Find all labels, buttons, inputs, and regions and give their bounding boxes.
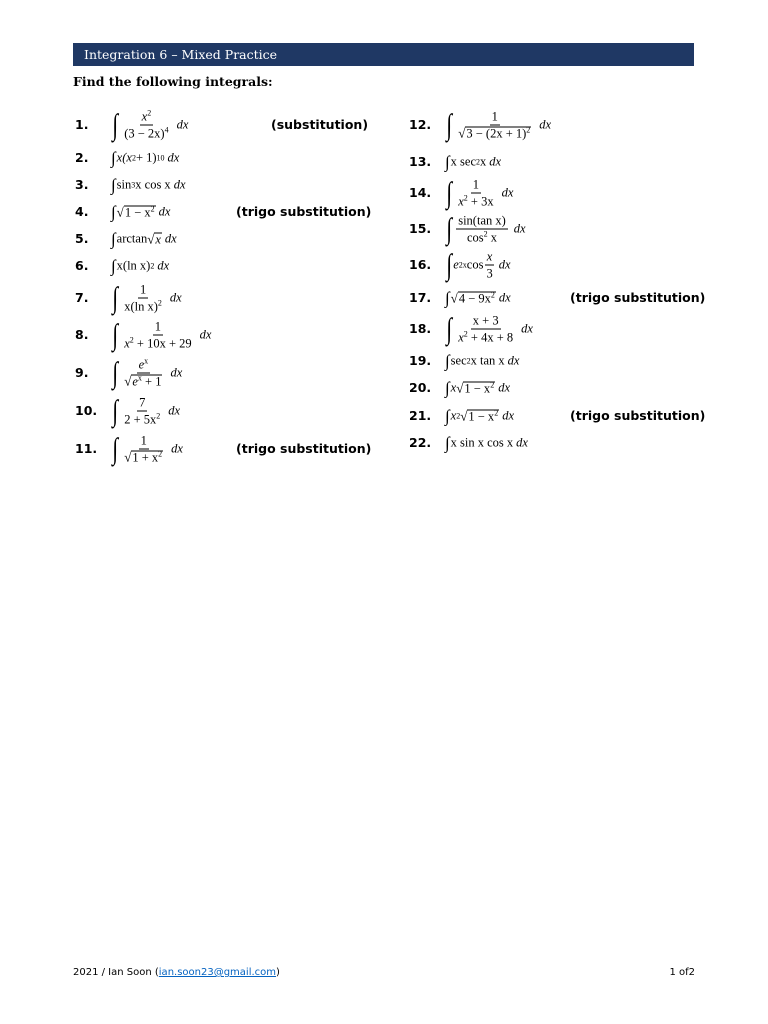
integral-expression: ∫ x(x 2 + 1) 10 dx [111, 148, 180, 168]
page-title: Integration 6 – Mixed Practice [84, 47, 278, 62]
method-note: (trigo substitution) [236, 441, 372, 456]
integral-expression: ∫ √ $4 - 9x^2$ dx [445, 288, 511, 308]
integral-expression: ∫ sec 2 x tan x dx [445, 351, 520, 371]
integral-expression: ∫ x(ln x) 2 dx [111, 256, 170, 276]
integral-expression: ∫ x 2 √ $1 - x^2$ dx [445, 406, 514, 426]
integral-expression: ∫ 1 √ $1 + x^2$ dx [112, 432, 183, 465]
method-note: (trigo substitution) [236, 204, 372, 219]
instructions: Find the following integrals: [73, 74, 273, 89]
author-email-link[interactable]: ian.soon23@gmail.com [158, 967, 277, 978]
integral-expression: ∫ $\frac{\text{sin(tan x)}}{\cos^2 x}$ dx [446, 212, 526, 245]
integral-expression: ∫ 1 √ $3 - (2x + 1)^2$ dx [446, 108, 552, 141]
integral-expression: ∫ $\frac{1}{x^2 + 3x}$ dx [446, 176, 514, 209]
integral-expression: ∫ $\frac{x + 3}{x^2 + 4x + 8}$ dx [446, 312, 533, 345]
integral-expression: ∫ √ $1 - x^2$ dx [111, 202, 171, 222]
integral-expression: ∫ x sec 2 x dx [445, 152, 502, 172]
page-number: 1 of2 [669, 967, 695, 978]
integral-expression: ∫ arctan √ x dx [111, 229, 177, 249]
integral-expression: ∫ x √ $1 - x^2$ dx [445, 378, 510, 398]
method-note: (trigo substitution) [570, 290, 706, 305]
page-header-banner [73, 43, 694, 66]
method-note: (trigo substitution) [570, 408, 706, 423]
integral-expression: ∫ sin 3 x cos x dx [111, 175, 186, 195]
integral-expression: ∫ $\frac{x^2}{(3 - 2x)^4}$ dx [112, 108, 189, 141]
integral-expression: ∫ e 2x cos $\frac{x}{3}$ dx [446, 248, 511, 281]
footer-credit: 2021 / Ian Soon (ian.soon23@gmail.com) [73, 967, 280, 978]
integral-expression: ∫ $\frac{1}{x^2 + 10x + 29}$ dx [112, 318, 212, 351]
method-note: (substitution) [271, 117, 369, 132]
integral-expression: ∫ $\frac{7}{2 + 5x^2}$ dx [112, 394, 181, 427]
integral-expression: ∫ x sin x cos x dx [445, 433, 528, 453]
integral-expression: ∫ $\frac{1}{x(\ln x)^2}$ dx [112, 281, 182, 314]
integral-expression: ∫ $e^x$ √ $e^x + 1$ dx [112, 356, 183, 389]
